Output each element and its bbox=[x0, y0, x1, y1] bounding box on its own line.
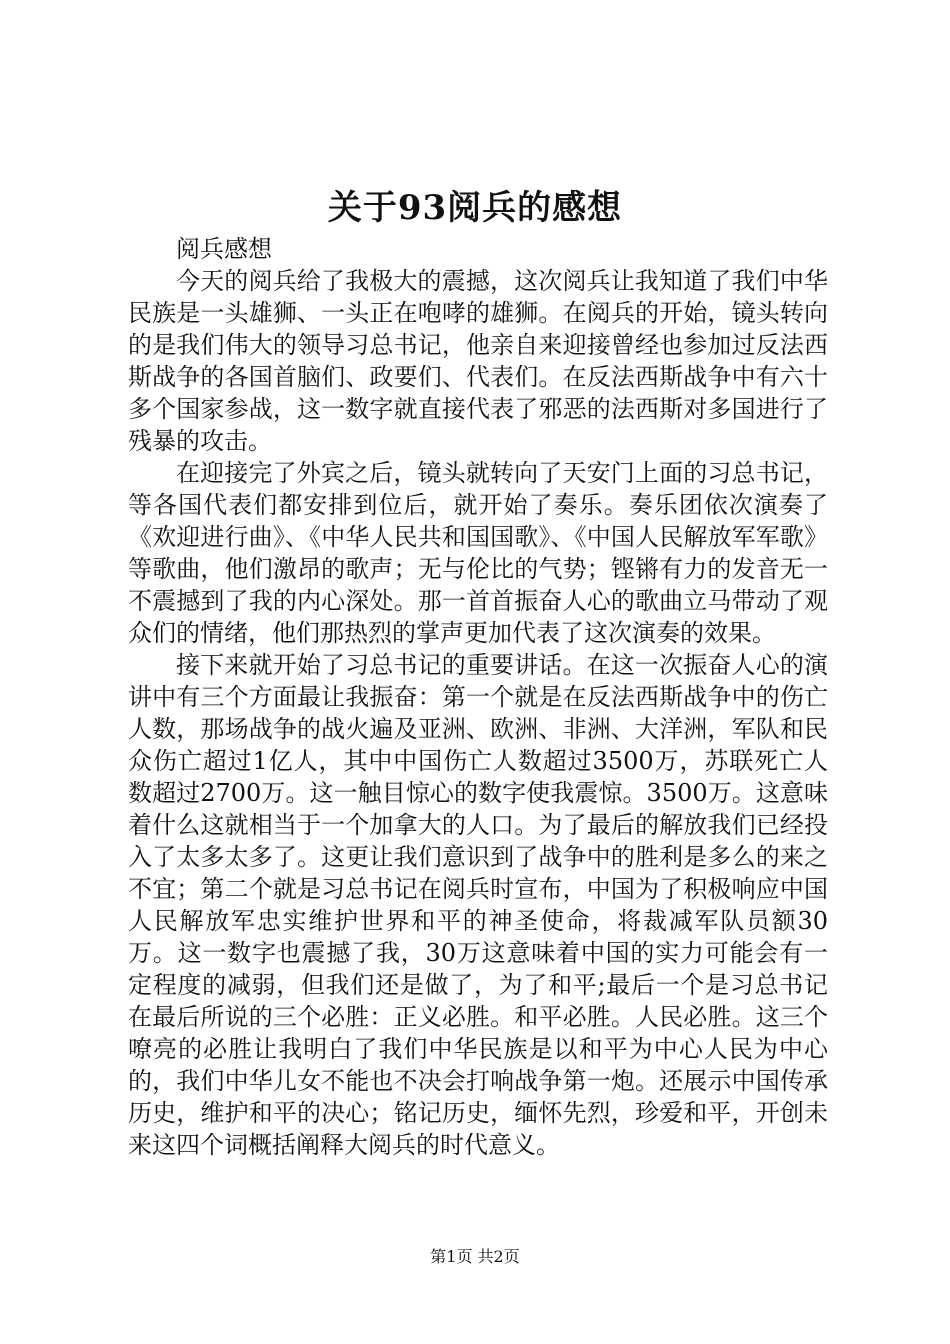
paragraph: 在迎接完了外宾之后，镜头就转向了天安门上面的习总书记，等各国代表们都安排到位后，就开始了奏乐。奏乐团依次演奏了《欢迎进行曲》、《中华人民共和国国歌》、《中国人民解放军军歌》等歌曲，他们激昂的歌声；无与伦比的气势；铿锵有力的发音无一不震撼到了我的内心深处。那一首首振奋人心的歌曲立马带动了观众们的情绪，他们那热烈的掌声更加代表了这次演奏的效果。 bbox=[128, 459, 828, 647]
document-title: 关于93阅兵的感想 bbox=[327, 188, 623, 228]
paragraph: 接下来就开始了习总书记的重要讲话。在这一次振奋人心的演讲中有三个方面最让我振奋：第一个就是在反法西斯战争中的伤亡人数，那场战争的战火遍及亚洲、欧洲、非洲、大洋洲，军队和民众伤亡超过1亿人，其中中国伤亡人数超过3500万，苏联死亡人数超过2700万。这一触目惊心的数字使我震惊。3500万。这意味着什么这就相当于一个加拿大的人口。为了最后的解放我们已经投入了太多太多了。这更让我们意识到了战争中的胜利是多么的来之不宜；第二个就是习总书记在阅兵时宣布，中国为了积极响应中国人民解放军忠实维护世界和平的神圣使命，将裁减军队员额30万。这一数字也震撼了我，30万这意味着中国的实力可能会有一定程度的减弱，但我们还是做了，为了和平;最后一个是习总书记在最后所说的三个必胜：正义必胜。和平必胜。人民必胜。这三个嘹亮的必胜让我明白了我们中华民族是以和平为中心人民为中心的，我们中华儿女不能也不决会打响战争第一炮。还展示中国传承历史，维护和平的决心；铭记历史，缅怀先烈，珍爱和平，开创未来这四个词概括阐释大阅兵的时代意义。 bbox=[128, 651, 828, 1159]
paragraph-heading: 阅兵感想 bbox=[176, 235, 272, 263]
page-number-footer: 第1页 共2页 bbox=[430, 1247, 520, 1266]
document-body bbox=[128, 233, 828, 1161]
paragraph: 今天的阅兵给了我极大的震撼，这次阅兵让我知道了我们中华民族是一头雄狮、一头正在咆哮的雄狮。在阅兵的开始，镜头转向的是我们伟大的领导习总书记，他亲自来迎接曾经也参加过反法西斯战争的各国首脑们、政要们、代表们。在反法西斯战争中有六十多个国家参战，这一数字就直接代表了邪恶的法西斯对多国进行了残暴的攻击。 bbox=[128, 267, 828, 455]
